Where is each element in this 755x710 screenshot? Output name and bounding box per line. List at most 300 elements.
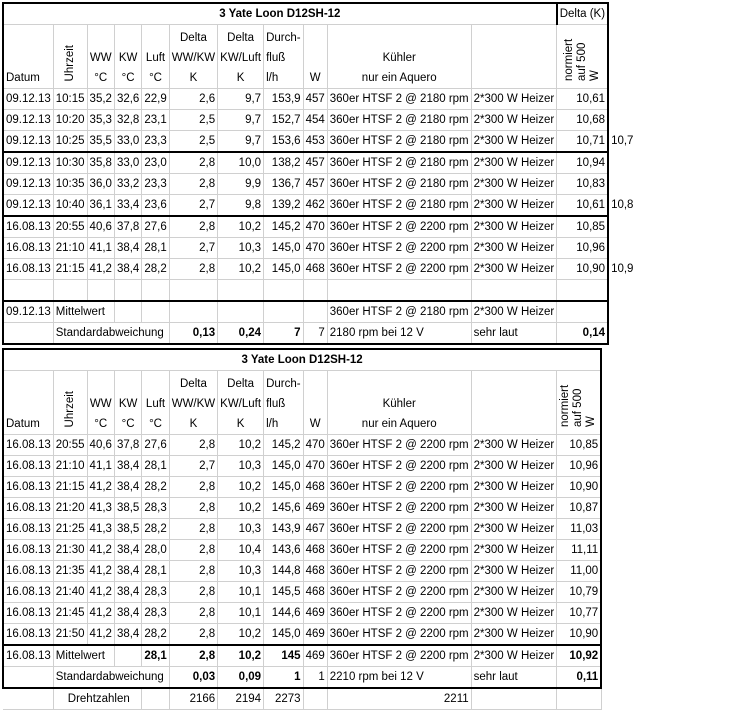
header-durchfluss: Durch- fluß l/h: [264, 25, 304, 89]
cell-kuehler: 360er HTSF 2 @ 2180 rpm: [327, 110, 471, 131]
cell-w: 462: [303, 195, 327, 217]
cell-delta-ww-kw: 2,8: [169, 498, 217, 519]
cell-datum: 16.08.13: [3, 216, 53, 238]
cell-datum: 16.08.13: [3, 477, 53, 498]
cell-delta-kw-luft: 10,1: [218, 603, 264, 624]
cell-luft: 28,2: [142, 477, 169, 498]
cell-delta-ww-kw: 2,6: [169, 89, 217, 110]
mittelwert-w: 469: [303, 645, 327, 667]
cell-uhrzeit: 10:25: [53, 131, 87, 153]
cell-kuehler: 360er HTSF 2 @ 2200 rpm: [327, 435, 471, 456]
mittelwert-delta-ww-kw: 2,8: [169, 645, 217, 667]
cell-datum: 16.08.13: [3, 498, 53, 519]
header-kw: KW °C: [114, 25, 141, 89]
cell-delta-kw-luft: 10,3: [218, 456, 264, 477]
std-heizer: sehr laut: [471, 667, 557, 689]
cell-delta-ww-kw: 2,8: [169, 216, 217, 238]
cell-kw: 32,6: [114, 89, 141, 110]
cell-uhrzeit: 21:15: [53, 477, 87, 498]
cell-normiert: 11,00: [557, 561, 602, 582]
cell-kw: 37,8: [114, 216, 141, 238]
cell-datum: 16.08.13: [3, 435, 53, 456]
table-row: [3, 174, 636, 195]
cell-luft: 27,6: [142, 435, 169, 456]
cell-delta-ww-kw: 2,8: [169, 561, 217, 582]
std-kuehler: 2180 rpm bei 12 V: [327, 323, 471, 345]
cell-durchfluss: 153,6: [264, 131, 304, 153]
cell-uhrzeit: 21:15: [53, 259, 87, 280]
cell-uhrzeit: 21:30: [53, 540, 87, 561]
mittelwert-durchfluss: 145: [264, 645, 304, 667]
cell-w: 469: [303, 498, 327, 519]
cell-delta-ww-kw: 2,8: [169, 603, 217, 624]
cell-kuehler: 360er HTSF 2 @ 2180 rpm: [327, 131, 471, 153]
cell-kuehler: 360er HTSF 2 @ 2200 rpm: [327, 477, 471, 498]
cell-kuehler: 360er HTSF 2 @ 2180 rpm: [327, 195, 471, 217]
table-row: [3, 582, 601, 603]
cell-durchfluss: 145,5: [264, 582, 304, 603]
cell-delta-kw-luft: 9,7: [218, 89, 264, 110]
table-row: [3, 519, 601, 540]
cell-uhrzeit: 21:35: [53, 561, 87, 582]
cell-kw: 38,4: [114, 540, 141, 561]
table-row: [3, 456, 601, 477]
mittelwert-datum: 09.12.13: [3, 301, 53, 323]
cell-kw: 38,4: [114, 477, 141, 498]
cell-kw: 32,8: [114, 110, 141, 131]
cell-delta-kw-luft: 9,9: [218, 174, 264, 195]
mittelwert-normiert: 10,92: [557, 645, 602, 667]
std-normiert: 0,14: [557, 323, 608, 345]
cell-normiert: 11,11: [557, 540, 602, 561]
cell-ww: 41,2: [87, 603, 114, 624]
cell-w: 469: [303, 603, 327, 624]
cell-normiert: 10,61: [557, 89, 608, 110]
cell-luft: 23,3: [142, 174, 169, 195]
cell-kw: 38,4: [114, 259, 141, 280]
cell-heizer: 2*300 W Heizer: [471, 435, 557, 456]
cell-heizer: 2*300 W Heizer: [471, 519, 557, 540]
cell-durchfluss: 143,6: [264, 540, 304, 561]
cell-durchfluss: 153,9: [264, 89, 304, 110]
cell-kw: 38,5: [114, 519, 141, 540]
header-uhrzeit: Uhrzeit: [63, 44, 76, 81]
header-normiert: normiert auf 500 W: [557, 371, 602, 435]
cell-normiert: 10,96: [557, 238, 608, 259]
cell-delta-kw-luft: 10,3: [218, 238, 264, 259]
cell-ww: 40,6: [87, 435, 114, 456]
table-row: [3, 259, 636, 280]
cell-normiert: 10,71: [557, 131, 608, 153]
cell-luft: 28,1: [142, 561, 169, 582]
cell-datum: 16.08.13: [3, 582, 53, 603]
cell-delta-k: 10,7: [611, 135, 634, 148]
cell-ww: 41,1: [87, 238, 114, 259]
header-delta-ww-kw: Delta WW/KW K: [169, 371, 217, 435]
cell-w: 457: [303, 174, 327, 195]
cell-delta-kw-luft: 9,7: [218, 110, 264, 131]
cell-delta-ww-kw: 2,7: [169, 238, 217, 259]
cell-kuehler: 360er HTSF 2 @ 2200 rpm: [327, 259, 471, 280]
cell-durchfluss: 145,0: [264, 477, 304, 498]
cell-w: 470: [303, 238, 327, 259]
cell-kuehler: 360er HTSF 2 @ 2200 rpm: [327, 582, 471, 603]
cell-datum: 16.08.13: [3, 238, 53, 259]
cell-heizer: 2*300 W Heizer: [471, 174, 557, 195]
cell-ww: 36,1: [87, 195, 114, 217]
cell-datum: 09.12.13: [3, 174, 53, 195]
cell-durchfluss: 145,2: [264, 216, 304, 238]
cell-luft: 28,1: [142, 456, 169, 477]
std-normiert: 0,11: [557, 667, 602, 689]
cell-normiert: 11,03: [557, 519, 602, 540]
header-kw: KW °C: [114, 371, 141, 435]
cell-ww: 41,2: [87, 477, 114, 498]
table-row: [3, 561, 601, 582]
cell-uhrzeit: 21:20: [53, 498, 87, 519]
cell-heizer: 2*300 W Heizer: [471, 238, 557, 259]
cell-normiert: 10,87: [557, 498, 602, 519]
mittelwert-heizer: 2*300 W Heizer: [471, 645, 557, 667]
drehzahl-4: 2211: [327, 688, 471, 710]
cell-kw: 38,4: [114, 624, 141, 646]
table-row: [3, 238, 636, 259]
table-row: [3, 195, 636, 217]
cell-durchfluss: 144,8: [264, 561, 304, 582]
table-yate-loon-1: [2, 2, 637, 345]
cell-durchfluss: 139,2: [264, 195, 304, 217]
cell-kw: 38,4: [114, 582, 141, 603]
cell-kuehler: 360er HTSF 2 @ 2180 rpm: [327, 174, 471, 195]
cell-heizer: 2*300 W Heizer: [471, 477, 557, 498]
cell-kw: 38,4: [114, 603, 141, 624]
cell-kuehler: 360er HTSF 2 @ 2200 rpm: [327, 498, 471, 519]
header-datum: Datum: [3, 25, 53, 89]
cell-kuehler: 360er HTSF 2 @ 2200 rpm: [327, 519, 471, 540]
cell-heizer: 2*300 W Heizer: [471, 131, 557, 153]
cell-delta-ww-kw: 2,5: [169, 110, 217, 131]
cell-durchfluss: 145,6: [264, 498, 304, 519]
table-row: [3, 89, 636, 110]
cell-delta-ww-kw: 2,7: [169, 456, 217, 477]
cell-heizer: 2*300 W Heizer: [471, 540, 557, 561]
cell-kuehler: 360er HTSF 2 @ 2200 rpm: [327, 540, 471, 561]
table-row: [3, 131, 636, 153]
cell-heizer: 2*300 W Heizer: [471, 498, 557, 519]
cell-durchfluss: 138,2: [264, 152, 304, 174]
cell-uhrzeit: 21:10: [53, 238, 87, 259]
cell-ww: 40,6: [87, 216, 114, 238]
cell-luft: 23,1: [142, 110, 169, 131]
cell-delta-kw-luft: 9,8: [218, 195, 264, 217]
mittelwert-heizer: 2*300 W Heizer: [471, 301, 557, 323]
cell-kw: 38,5: [114, 498, 141, 519]
cell-luft: 28,2: [142, 259, 169, 280]
cell-datum: 16.08.13: [3, 624, 53, 646]
std-kuehler: 2210 rpm bei 12 V: [327, 667, 471, 689]
cell-ww: 35,3: [87, 110, 114, 131]
cell-delta-kw-luft: 10,3: [218, 519, 264, 540]
cell-w: 453: [303, 131, 327, 153]
cell-delta-k: [608, 216, 636, 238]
cell-normiert: 10,85: [557, 216, 608, 238]
cell-delta-ww-kw: 2,8: [169, 435, 217, 456]
cell-durchfluss: 143,9: [264, 519, 304, 540]
header-ww: WW °C: [87, 371, 114, 435]
cell-ww: 41,2: [87, 561, 114, 582]
mittelwert-luft: 28,1: [142, 645, 169, 667]
cell-ww: 41,2: [87, 624, 114, 646]
cell-ww: 35,8: [87, 152, 114, 174]
cell-datum: 16.08.13: [3, 561, 53, 582]
cell-luft: 28,2: [142, 624, 169, 646]
cell-delta-kw-luft: 10,2: [218, 435, 264, 456]
cell-heizer: 2*300 W Heizer: [471, 456, 557, 477]
cell-w: 468: [303, 540, 327, 561]
cell-kuehler: 360er HTSF 2 @ 2200 rpm: [327, 603, 471, 624]
cell-datum: 16.08.13: [3, 540, 53, 561]
cell-normiert: 10,90: [557, 624, 602, 646]
std-durchfluss: 7: [264, 323, 304, 345]
cell-delta-kw-luft: 10,2: [218, 477, 264, 498]
cell-kuehler: 360er HTSF 2 @ 2180 rpm: [327, 152, 471, 174]
cell-luft: 28,0: [142, 540, 169, 561]
cell-delta-kw-luft: 10,0: [218, 152, 264, 174]
cell-normiert: 10,94: [557, 152, 608, 174]
cell-datum: 16.08.13: [3, 603, 53, 624]
cell-kuehler: 360er HTSF 2 @ 2200 rpm: [327, 238, 471, 259]
table-row: [3, 216, 636, 238]
cell-ww: 41,2: [87, 259, 114, 280]
cell-luft: 28,2: [142, 519, 169, 540]
drehzahl-3: 2273: [264, 688, 304, 710]
cell-uhrzeit: 20:55: [53, 216, 87, 238]
table-title: 3 Yate Loon D12SH-12: [3, 349, 601, 371]
cell-kuehler: 360er HTSF 2 @ 2200 rpm: [327, 216, 471, 238]
cell-normiert: 10,90: [557, 477, 602, 498]
cell-delta-k: [608, 152, 636, 174]
table-yate-loon-2: [2, 348, 602, 710]
table-row: [3, 603, 601, 624]
cell-kw: 37,8: [114, 435, 141, 456]
cell-ww: 41,2: [87, 582, 114, 603]
cell-kw: 33,4: [114, 195, 141, 217]
cell-luft: 27,6: [142, 216, 169, 238]
cell-w: 457: [303, 152, 327, 174]
cell-heizer: 2*300 W Heizer: [471, 195, 557, 217]
cell-delta-ww-kw: 2,8: [169, 152, 217, 174]
table-row: [3, 477, 601, 498]
mittelwert-datum: 16.08.13: [3, 645, 53, 667]
cell-delta-ww-kw: 2,8: [169, 174, 217, 195]
cell-durchfluss: 136,7: [264, 174, 304, 195]
cell-luft: 23,6: [142, 195, 169, 217]
cell-ww: 41,2: [87, 540, 114, 561]
cell-kuehler: 360er HTSF 2 @ 2200 rpm: [327, 561, 471, 582]
cell-normiert: 10,96: [557, 456, 602, 477]
cell-w: 468: [303, 259, 327, 280]
cell-delta-k: [608, 238, 636, 259]
header-luft: Luft °C: [142, 25, 169, 89]
cell-datum: 16.08.13: [3, 259, 53, 280]
cell-luft: 28,1: [142, 238, 169, 259]
cell-w: 470: [303, 435, 327, 456]
cell-heizer: 2*300 W Heizer: [471, 624, 557, 646]
cell-uhrzeit: 10:40: [53, 195, 87, 217]
cell-luft: 23,0: [142, 152, 169, 174]
cell-uhrzeit: 21:10: [53, 456, 87, 477]
cell-w: 467: [303, 519, 327, 540]
cell-kuehler: 360er HTSF 2 @ 2200 rpm: [327, 456, 471, 477]
cell-datum: 16.08.13: [3, 456, 53, 477]
cell-delta-ww-kw: 2,8: [169, 540, 217, 561]
drehzahl-1: 2166: [169, 688, 217, 710]
cell-uhrzeit: 10:35: [53, 174, 87, 195]
cell-durchfluss: 145,0: [264, 238, 304, 259]
cell-delta-kw-luft: 10,2: [218, 216, 264, 238]
cell-datum: 09.12.13: [3, 152, 53, 174]
cell-delta-ww-kw: 2,8: [169, 582, 217, 603]
std-label: Standardabweichung: [53, 323, 169, 345]
std-durchfluss: 1: [264, 667, 304, 689]
cell-delta-ww-kw: 2,8: [169, 477, 217, 498]
cell-heizer: 2*300 W Heizer: [471, 582, 557, 603]
cell-delta-kw-luft: 10,4: [218, 540, 264, 561]
header-delta-ww-kw: Delta WW/KW K: [169, 25, 217, 89]
cell-uhrzeit: 20:55: [53, 435, 87, 456]
std-delta-kw-luft: 0,24: [218, 323, 264, 345]
std-delta-ww-kw: 0,03: [169, 667, 217, 689]
cell-kw: 38,4: [114, 561, 141, 582]
cell-luft: 23,3: [142, 131, 169, 153]
cell-luft: 28,3: [142, 603, 169, 624]
table-row: [3, 498, 601, 519]
header-kuehler: Kühler nur ein Aquero: [327, 371, 471, 435]
cell-delta-ww-kw: 2,8: [169, 624, 217, 646]
mittelwert-kuehler: 360er HTSF 2 @ 2200 rpm: [327, 645, 471, 667]
drehzahlen-label: Drehtzahlen: [53, 688, 142, 710]
cell-delta-kw-luft: 10,1: [218, 582, 264, 603]
header-delta-kw-luft: Delta KW/Luft K: [218, 25, 264, 89]
cell-delta-k: [608, 174, 636, 195]
cell-w: 468: [303, 477, 327, 498]
header-normiert: normiert auf 500 W: [557, 25, 608, 89]
cell-delta-k: [608, 110, 636, 131]
cell-w: 468: [303, 582, 327, 603]
cell-w: 470: [303, 456, 327, 477]
mittelwert-label: Mittelwert: [53, 645, 114, 667]
drehzahl-2: 2194: [218, 688, 264, 710]
std-delta-ww-kw: 0,13: [169, 323, 217, 345]
std-w: 7: [303, 323, 327, 345]
cell-delta-kw-luft: 10,2: [218, 259, 264, 280]
cell-delta-k: 10,9: [611, 263, 634, 275]
cell-heizer: 2*300 W Heizer: [471, 89, 557, 110]
cell-normiert: 10,85: [557, 435, 602, 456]
cell-heizer: 2*300 W Heizer: [471, 216, 557, 238]
cell-kw: 33,0: [114, 131, 141, 153]
cell-delta-kw-luft: 10,3: [218, 561, 264, 582]
cell-delta-ww-kw: 2,7: [169, 195, 217, 217]
cell-ww: 35,2: [87, 89, 114, 110]
cell-normiert: 10,83: [557, 174, 608, 195]
table-row: [3, 152, 636, 174]
header-ww: WW °C: [87, 25, 114, 89]
cell-kw: 33,0: [114, 152, 141, 174]
cell-uhrzeit: 21:45: [53, 603, 87, 624]
cell-heizer: 2*300 W Heizer: [471, 561, 557, 582]
cell-delta-kw-luft: 9,7: [218, 131, 264, 153]
delta-k-title: Delta (K): [557, 3, 608, 25]
cell-w: 457: [303, 89, 327, 110]
cell-luft: 22,9: [142, 89, 169, 110]
header-datum: Datum: [3, 371, 53, 435]
cell-heizer: 2*300 W Heizer: [471, 110, 557, 131]
cell-durchfluss: 145,0: [264, 456, 304, 477]
cell-ww: 41,1: [87, 456, 114, 477]
cell-normiert: 10,68: [557, 110, 608, 131]
cell-normiert: 10,79: [557, 582, 602, 603]
cell-ww: 35,5: [87, 131, 114, 153]
mittelwert-label: Mittelwert: [53, 301, 114, 323]
cell-uhrzeit: 21:40: [53, 582, 87, 603]
header-uhrzeit: Uhrzeit: [63, 390, 76, 427]
header-w: W: [303, 371, 327, 435]
cell-normiert: 10,61: [557, 195, 608, 217]
table-row: [3, 110, 636, 131]
cell-delta-ww-kw: 2,8: [169, 519, 217, 540]
cell-delta-k: [608, 89, 636, 110]
cell-datum: 09.12.13: [3, 110, 53, 131]
std-w: 1: [303, 667, 327, 689]
cell-delta-ww-kw: 2,5: [169, 131, 217, 153]
cell-delta-kw-luft: 10,2: [218, 498, 264, 519]
cell-kw: 33,2: [114, 174, 141, 195]
cell-durchfluss: 145,2: [264, 435, 304, 456]
cell-luft: 28,3: [142, 582, 169, 603]
std-label: Standardabweichung: [53, 667, 169, 689]
table-row: [3, 540, 601, 561]
cell-datum: 16.08.13: [3, 519, 53, 540]
cell-w: 470: [303, 216, 327, 238]
cell-durchfluss: 152,7: [264, 110, 304, 131]
cell-kw: 38,4: [114, 238, 141, 259]
cell-uhrzeit: 21:50: [53, 624, 87, 646]
cell-uhrzeit: 10:15: [53, 89, 87, 110]
mittelwert-delta-kw-luft: 10,2: [218, 645, 264, 667]
cell-heizer: 2*300 W Heizer: [471, 259, 557, 280]
cell-ww: 36,0: [87, 174, 114, 195]
header-delta-kw-luft: Delta KW/Luft K: [218, 371, 264, 435]
cell-datum: 09.12.13: [3, 131, 53, 153]
cell-durchfluss: 144,6: [264, 603, 304, 624]
cell-kw: 38,4: [114, 456, 141, 477]
cell-kuehler: 360er HTSF 2 @ 2180 rpm: [327, 89, 471, 110]
cell-w: 469: [303, 624, 327, 646]
table-row: [3, 624, 601, 646]
mittelwert-kuehler: 360er HTSF 2 @ 2180 rpm: [327, 301, 471, 323]
cell-w: 454: [303, 110, 327, 131]
cell-luft: 28,3: [142, 498, 169, 519]
cell-uhrzeit: 10:20: [53, 110, 87, 131]
cell-ww: 41,3: [87, 519, 114, 540]
cell-normiert: 10,90: [557, 259, 608, 280]
header-kuehler: Kühler nur ein Aquero: [327, 25, 471, 89]
std-heizer: sehr laut: [471, 323, 557, 345]
cell-delta-ww-kw: 2,8: [169, 259, 217, 280]
cell-durchfluss: 145,0: [264, 624, 304, 646]
cell-delta-kw-luft: 10,2: [218, 624, 264, 646]
